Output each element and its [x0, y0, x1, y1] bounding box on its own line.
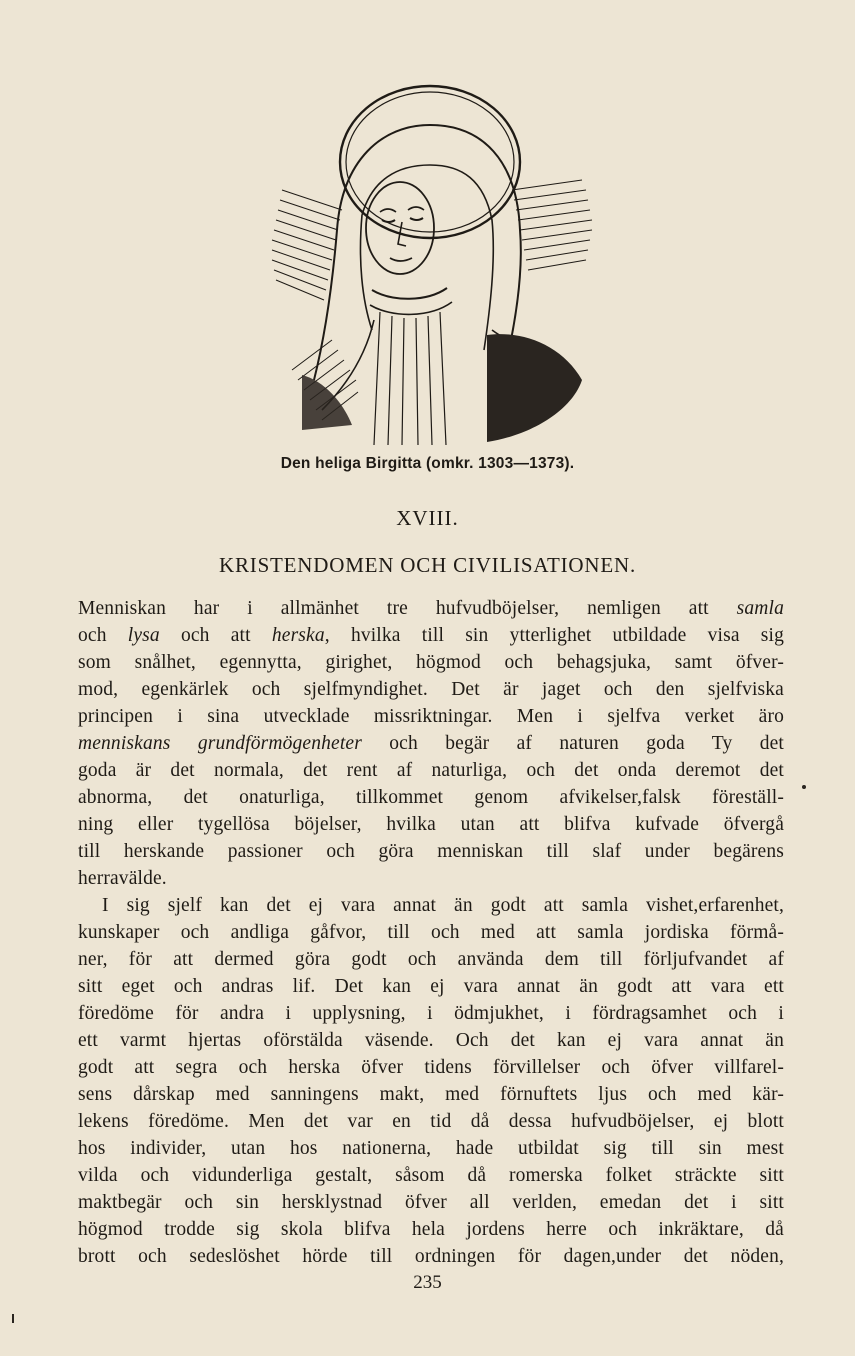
margin-mark: [12, 1314, 14, 1323]
italic-phrase: menniskans grundförmögenheter: [78, 733, 362, 754]
text-segment: , hvilka till sin ytterlighet utbildade visa sig: [324, 625, 784, 646]
text-segment: abnorma, det onaturliga, tillkommet genom afvikelser,falsk föreställ-: [78, 787, 784, 808]
text-segment: högmod trodde sig skola blifva hela jordens herre och inkräktare, då: [78, 1219, 784, 1240]
text-segment: ner, för att dermed göra godt och använda dem till förljufvandet af: [78, 949, 784, 970]
body-text: [78, 595, 784, 1270]
text-line: [78, 892, 784, 919]
text-line: [78, 676, 784, 703]
page-number: 235: [413, 1272, 442, 1293]
italic-phrase: herska: [271, 625, 325, 646]
text-segment: kunskaper och andliga gåfvor, till och med att samla jordiska förmå-: [78, 922, 784, 943]
text-segment: mod, egenkärlek och sjelfmyndighet. Det är jaget och den sjelfviska: [78, 679, 784, 700]
text-segment: maktbegär och sin hersklystnad öfver all verlden, emedan det i sitt: [78, 1192, 784, 1213]
text-segment: och att: [159, 625, 272, 646]
text-line: [78, 622, 784, 649]
italic-phrase: lysa: [127, 625, 160, 646]
saint-birgitta-engraving-icon: [262, 80, 597, 450]
text-segment: ning eller tygellösa böjelser, hvilka utan att blifva kufvade öfvergå: [78, 814, 784, 835]
text-line: [78, 1027, 784, 1054]
text-line: [78, 1108, 784, 1135]
text-segment: I sig sjelf kan det ej vara annat än godt att samla vishet,erfarenhet,: [102, 895, 784, 916]
text-line: [78, 1135, 784, 1162]
text-segment: hos individer, utan hos nationerna, hade utbildat sig till sin mest: [78, 1138, 784, 1159]
text-segment: godt att segra och herska öfver tidens förvillelser och öfver villfarel-: [78, 1057, 784, 1078]
text-line: [78, 811, 784, 838]
text-segment: och begär af naturen goda Ty det: [361, 733, 784, 754]
text-line: [78, 1081, 784, 1108]
text-segment: brott och sedeslöshet hörde till ordningen för dagen,under det nöden,: [78, 1246, 784, 1267]
text-line: [78, 1162, 784, 1189]
illustration-caption: Den heliga Birgitta (omkr. 1303—1373).: [280, 455, 575, 472]
text-segment: lekens föredöme. Men det var en tid då dessa hufvudböjelser, ej blott: [78, 1111, 784, 1132]
text-segment: som snålhet, egennytta, girighet, högmod och behagsjuka, samt öfver-: [78, 652, 784, 673]
text-line: [78, 595, 784, 622]
text-segment: och: [78, 625, 128, 646]
italic-phrase: samla: [736, 598, 784, 619]
text-segment: sens dårskap med sanningens makt, med förnuftets ljus och med kär-: [78, 1084, 784, 1105]
text-segment: föredöme för andra i upplysning, i ödmjukhet, i fördragsamhet och i: [78, 1003, 784, 1024]
text-segment: till herskande passioner och göra menniskan till slaf under begärens: [78, 841, 784, 862]
text-line: [78, 649, 784, 676]
text-line: [78, 1054, 784, 1081]
text-segment: principen i sina utvecklade missriktningar. Men i sjelfva verket äro: [78, 706, 784, 727]
text-line: [78, 703, 784, 730]
text-line: [78, 919, 784, 946]
chapter-number: XVIII.: [396, 506, 459, 530]
text-segment: goda är det normala, det rent af naturliga, och det onda deremot det: [78, 760, 784, 781]
text-line: [78, 784, 784, 811]
text-line: [78, 1216, 784, 1243]
text-line: [78, 757, 784, 784]
text-line: [78, 1189, 784, 1216]
text-line: [78, 1000, 784, 1027]
text-segment: ett varmt hjertas oförstälda väsende. Och det kan ej vara annat än: [78, 1030, 784, 1051]
text-segment: vilda och vidunderliga gestalt, såsom då romerska folket sträckte sitt: [78, 1165, 784, 1186]
text-line: [78, 973, 784, 1000]
text-line: [78, 865, 784, 892]
chapter-title: KRISTENDOMEN OCH CIVILISATIONEN.: [219, 553, 636, 577]
text-segment: herravälde.: [78, 868, 167, 889]
text-segment: Menniskan har i allmänhet tre hufvudböjelser, nemligen att: [78, 598, 737, 619]
text-line: [78, 946, 784, 973]
text-line: [78, 730, 784, 757]
print-speck: [802, 785, 806, 789]
text-line: [78, 838, 784, 865]
text-segment: sitt eget och andras lif. Det kan ej vara annat än godt att vara ett: [78, 976, 784, 997]
text-line: [78, 1243, 784, 1270]
